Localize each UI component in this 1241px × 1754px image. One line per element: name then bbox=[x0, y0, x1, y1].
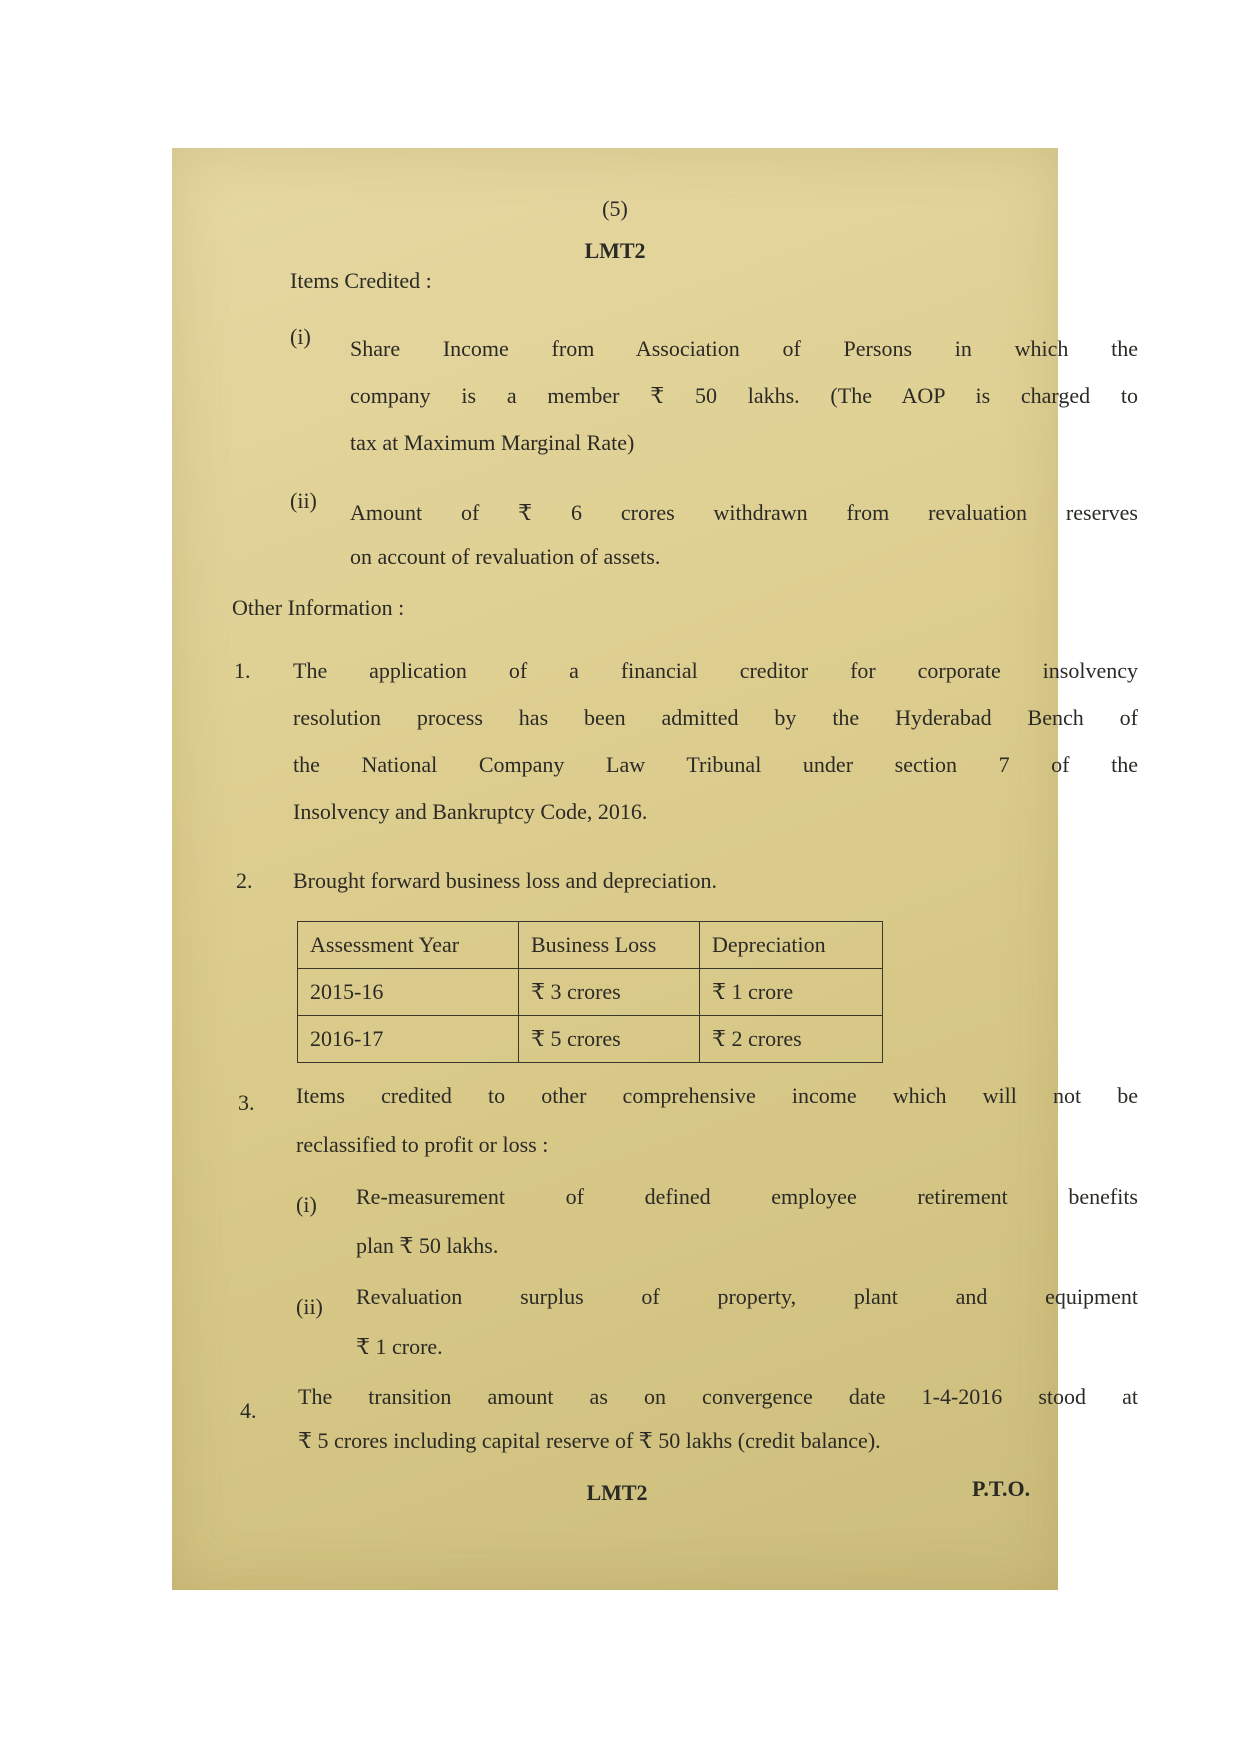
table-row bbox=[298, 969, 883, 1016]
table-cell: ₹ 1 crore bbox=[700, 969, 883, 1016]
table-cell: ₹ 3 crores bbox=[519, 969, 700, 1016]
point-line-text: Insolvency and Bankruptcy Code, 2016. bbox=[293, 799, 648, 824]
header-business-loss: Business Loss bbox=[519, 922, 700, 969]
item-marker: (i) bbox=[290, 324, 311, 349]
point-marker: 1. bbox=[234, 658, 251, 683]
point-line-text: ₹ 5 crores including capital reserve of ₹ 50 lakhs (credit balance). bbox=[298, 1428, 881, 1453]
subitem-line-text: ₹ 1 crore. bbox=[356, 1334, 443, 1359]
table-row bbox=[298, 1016, 883, 1063]
page-number: (5) bbox=[602, 196, 628, 221]
item-line bbox=[350, 383, 1138, 409]
point-line-text: resolution process has been admitted by the Hyderabad Bench of bbox=[293, 705, 1138, 730]
item-line bbox=[350, 336, 1138, 362]
point-line bbox=[293, 752, 1138, 778]
exam-page bbox=[172, 148, 1138, 1590]
paper-code-bottom: LMT2 bbox=[586, 1480, 648, 1505]
subitem-marker: (i) bbox=[296, 1192, 317, 1217]
table-cell: 2016-17 bbox=[298, 1016, 519, 1063]
paper-code-top: LMT2 bbox=[584, 238, 646, 263]
subitem-line-text: Re-measurement of defined employee retirement benefits bbox=[356, 1184, 1138, 1209]
point-line-text: The application of a financial creditor for corporate insolvency bbox=[293, 658, 1138, 683]
header-assessment-year: Assessment Year bbox=[298, 922, 519, 969]
subitem-line-text: Revaluation surplus of property, plant and equipment bbox=[356, 1284, 1138, 1309]
table-header-row bbox=[298, 922, 883, 969]
item-line-text: company is a member ₹ 50 lakhs. (The AOP is charged to bbox=[350, 383, 1138, 408]
item-line bbox=[350, 500, 1138, 526]
point-text: Brought forward business loss and depreciation. bbox=[293, 868, 718, 893]
loss-depreciation-table bbox=[297, 921, 883, 1063]
point-line bbox=[293, 658, 1138, 684]
point-line-text: Items credited to other comprehensive income which will not be bbox=[296, 1083, 1138, 1108]
item-marker: (ii) bbox=[290, 488, 317, 513]
item-line-text: Amount of ₹ 6 crores withdrawn from revaluation reserves bbox=[350, 500, 1138, 525]
point-marker: 4. bbox=[240, 1398, 257, 1423]
table-cell: ₹ 5 crores bbox=[519, 1016, 700, 1063]
point-line-text: The transition amount as on convergence date 1-4-2016 stood at bbox=[298, 1384, 1138, 1409]
point-marker: 3. bbox=[238, 1090, 255, 1115]
item-line-text: tax at Maximum Marginal Rate) bbox=[350, 430, 635, 455]
item-line-text: Share Income from Association of Persons in which the bbox=[350, 336, 1138, 361]
point-line-text: the National Company Law Tribunal under section 7 of the bbox=[293, 752, 1138, 777]
subitem-line bbox=[356, 1184, 1138, 1210]
point-line bbox=[296, 1083, 1138, 1109]
subitem-line bbox=[356, 1284, 1138, 1310]
point-marker: 2. bbox=[236, 868, 253, 893]
table-cell: 2015-16 bbox=[298, 969, 519, 1016]
point-line bbox=[293, 705, 1138, 731]
items-credited-heading: Items Credited : bbox=[290, 268, 432, 293]
other-information-heading: Other Information : bbox=[232, 595, 405, 620]
subitem-marker: (ii) bbox=[296, 1294, 323, 1319]
table-cell: ₹ 2 crores bbox=[700, 1016, 883, 1063]
subitem-line-text: plan ₹ 50 lakhs. bbox=[356, 1233, 499, 1258]
item-line-text: on account of revaluation of assets. bbox=[350, 544, 661, 569]
point-line bbox=[298, 1384, 1138, 1410]
please-turn-over: P.T.O. bbox=[972, 1476, 1031, 1501]
header-depreciation: Depreciation bbox=[700, 922, 883, 969]
point-line-text: reclassified to profit or loss : bbox=[296, 1132, 549, 1157]
